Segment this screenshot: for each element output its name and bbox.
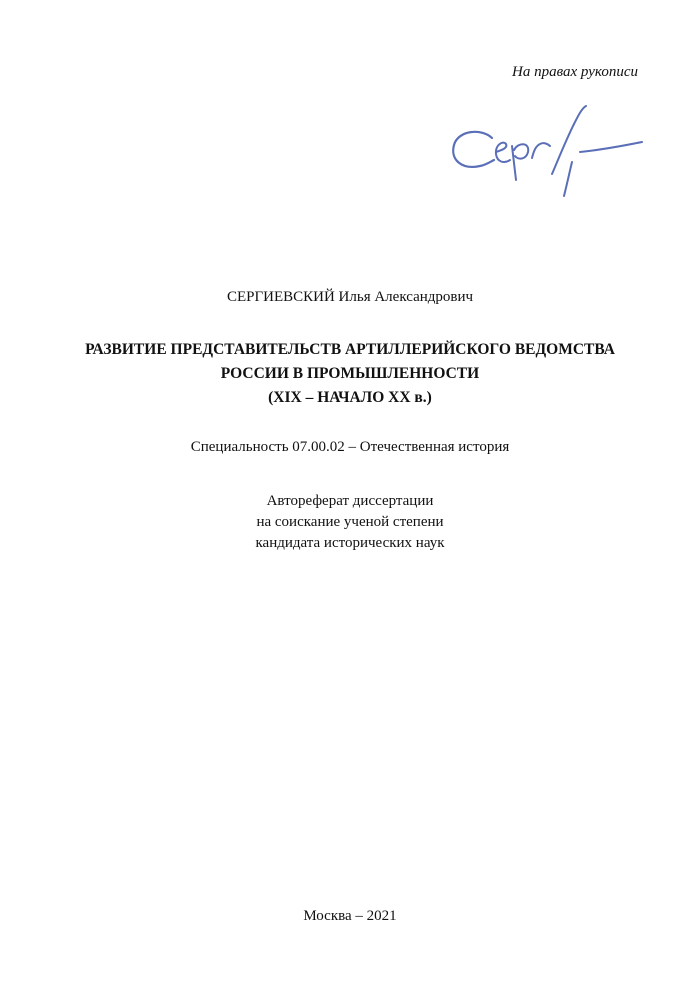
title-line: РОССИИ В ПРОМЫШЛЕННОСТИ (220, 365, 480, 382)
abstract-description (0, 491, 700, 554)
specialty-line: Специальность 07.00.02 – Отечественная история (190, 439, 510, 455)
dissertation-title (0, 338, 700, 410)
manuscript-note: На правах рукописи (512, 64, 638, 80)
abstract-line: кандидата исторических наук (255, 535, 445, 551)
city-year: Москва – 2021 (303, 908, 397, 924)
signature (440, 100, 650, 210)
abstract-line: Автореферат диссертации (266, 493, 434, 509)
author-name: СЕРГИЕВСКИЙ Илья Александрович (226, 289, 474, 305)
title-line: РАЗВИТИЕ ПРЕДСТАВИТЕЛЬСТВ АРТИЛЛЕРИЙСКОГО ВЕДОМСТВА (85, 341, 615, 358)
abstract-line: на соискание ученой степени (256, 514, 444, 530)
title-line: (XIX – НАЧАЛО XX в.) (268, 389, 432, 406)
